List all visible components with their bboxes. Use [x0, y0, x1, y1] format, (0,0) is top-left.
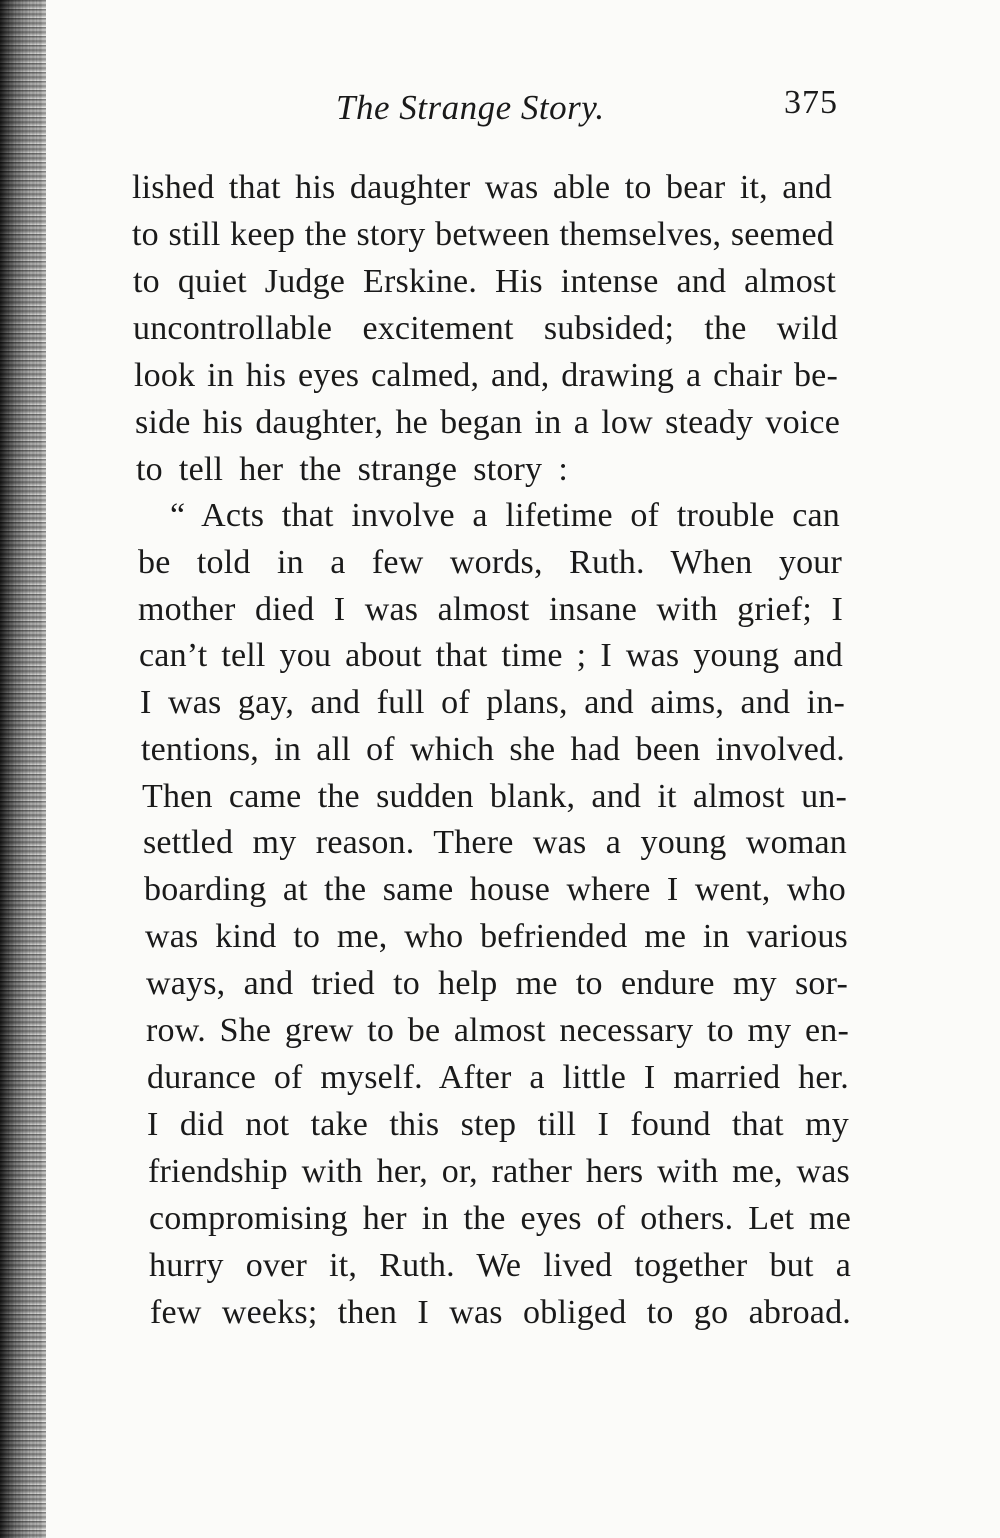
- text-line: Then came the sudden blank, and it almost un-: [142, 778, 847, 815]
- text-line: settled my reason. There was a young woman: [143, 824, 847, 861]
- text-line: tentions, in all of which she had been involved.: [141, 731, 845, 768]
- text-line: ways, and tried to help me to endure my sor-: [146, 965, 848, 1002]
- text-line: boarding at the same house where I went, who: [144, 871, 846, 908]
- text-line: can’t tell you about that time ; I was young and: [139, 637, 843, 674]
- text-line: compromising her in the eyes of others. Let me: [149, 1200, 851, 1237]
- text-line: was kind to me, who befriended me in various: [145, 918, 848, 955]
- text-line: be told in a few words, Ruth. When your: [138, 544, 842, 581]
- text-line: to tell her the strange story :: [136, 451, 568, 488]
- text-line: to still keep the story between themselves, seemed: [132, 216, 834, 253]
- text-line: row. She grew to be almost necessary to my en-: [146, 1012, 849, 1049]
- text-line: uncontrollable excitement subsided; the wild: [133, 310, 838, 347]
- text-line: friendship with her, or, rather hers with me, was: [148, 1153, 850, 1190]
- text-line: I was gay, and full of plans, and aims, and in-: [140, 684, 845, 721]
- running-title: The Strange Story.: [336, 88, 605, 127]
- page-number: 375: [784, 84, 838, 121]
- text-line: mother died I was almost insane with grief; I: [138, 591, 843, 628]
- text-line: hurry over it, Ruth. We lived together but a: [149, 1247, 851, 1284]
- text-line: durance of myself. After a little I married her.: [147, 1059, 849, 1096]
- text-line: “ Acts that involve a lifetime of trouble can: [170, 497, 840, 534]
- text-line: look in his eyes calmed, and, drawing a chair be-: [134, 357, 838, 394]
- text-line: to quiet Judge Erskine. His intense and almost: [133, 263, 836, 300]
- text-line: side his daughter, he began in a low steady voice: [135, 404, 840, 441]
- text-line: lished that his daughter was able to bear it, and: [132, 169, 832, 206]
- text-line: I did not take this step till I found that my: [147, 1106, 849, 1143]
- text-line: few weeks; then I was obliged to go abroad.: [150, 1294, 851, 1331]
